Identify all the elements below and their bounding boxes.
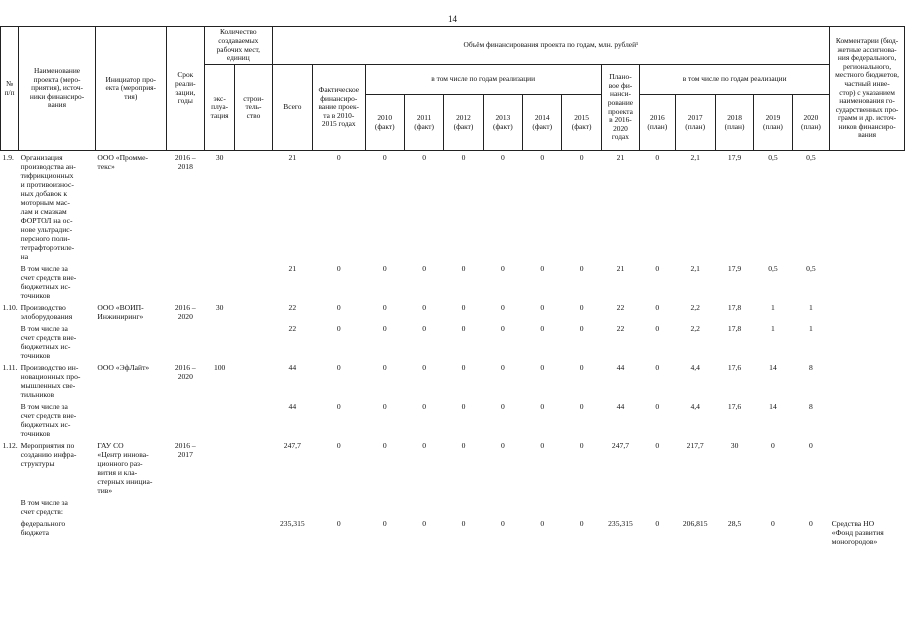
row-p2020: 8 <box>808 402 813 411</box>
row-jobs-build <box>235 322 272 361</box>
row-a2010: 0 <box>382 441 387 450</box>
row-a2014: 0 <box>540 402 545 411</box>
row-initiator <box>95 262 166 301</box>
row-jobs-build <box>235 439 272 496</box>
row-p2016: 0 <box>655 519 660 528</box>
row-total: 235,315 <box>279 519 305 528</box>
row-comment: Средства НО «Фонд развития моногородов» <box>831 519 884 546</box>
row-name: В том числе за счет средств: <box>20 498 68 516</box>
table-row <box>1 496 905 517</box>
row-a2015: 0 <box>579 519 584 528</box>
row-actual: 0 <box>336 153 341 162</box>
header-actual-years: в том числе по годам реализации <box>365 65 601 95</box>
row-actual: 0 <box>336 363 341 372</box>
header-total: Всего <box>272 65 312 151</box>
row-p2018: 17,8 <box>727 324 742 333</box>
header-initiator: Инициатор про- екта (мероприя- тия) <box>95 27 166 151</box>
row-p2017: 2,2 <box>690 303 700 312</box>
row-a2010: 0 <box>382 363 387 372</box>
row-term: 2016 – 2017 <box>174 441 196 459</box>
row-comment <box>830 361 905 400</box>
table-row <box>1 262 905 301</box>
row-planned: 22 <box>616 303 625 312</box>
row-term: 2016 – 2020 <box>174 363 196 381</box>
row-a2012: 0 <box>461 324 466 333</box>
row-number: 1.12. <box>2 441 18 450</box>
row-term <box>166 517 204 547</box>
row-a2010: 0 <box>382 324 387 333</box>
row-a2011: 0 <box>422 519 426 528</box>
row-p2020: 0,5 <box>806 264 816 273</box>
row-a2014 <box>523 496 562 517</box>
row-jobs-exploit <box>204 517 234 547</box>
header-actual: Фактическое финансиро- вание проек- та в 2010- 2015 годах <box>313 65 366 151</box>
row-a2012: 0 <box>461 153 466 162</box>
row-term <box>166 262 204 301</box>
row-initiator <box>95 400 166 439</box>
row-a2015: 0 <box>579 402 584 411</box>
row-jobs-build <box>235 400 272 439</box>
row-term <box>166 496 204 517</box>
row-planned: 44 <box>616 363 625 372</box>
row-name: федерального бюджета <box>20 519 66 537</box>
row-a2010: 0 <box>382 303 387 312</box>
row-planned: 235,315 <box>608 519 633 528</box>
row-number <box>1 496 19 517</box>
table-row <box>1 151 905 263</box>
row-total: 247,7 <box>283 441 301 450</box>
row-total: 22 <box>288 324 297 333</box>
row-name: Производство элоборудования <box>20 303 73 321</box>
row-a2015: 0 <box>579 303 584 312</box>
row-total <box>272 496 312 517</box>
header-year-2012: 2012 (факт) <box>444 95 483 151</box>
header-planned: Плано- вое фи- нанси- рование проекта в 2016- 2020 годах <box>601 65 639 151</box>
row-comment <box>830 151 905 263</box>
row-total: 44 <box>288 402 297 411</box>
row-a2011: 0 <box>422 402 426 411</box>
row-number: 1.9. <box>2 153 14 162</box>
header-year-2010: 2010 (факт) <box>365 95 404 151</box>
row-comment <box>830 439 905 496</box>
row-p2019: 0 <box>771 441 775 450</box>
row-p2016: 0 <box>655 363 660 372</box>
row-a2011: 0 <box>422 303 426 312</box>
row-a2013: 0 <box>500 324 505 333</box>
header-num: № п/п <box>1 27 19 151</box>
row-a2010: 0 <box>382 402 387 411</box>
row-number: 1.11. <box>2 363 18 372</box>
row-p2017: 206,815 <box>682 519 708 528</box>
row-p2020: 0 <box>808 441 813 450</box>
row-name: В том числе за счет средств вне- бюджетных ис- точников <box>20 402 77 438</box>
header-year-2014: 2014 (факт) <box>523 95 562 151</box>
row-p2016 <box>640 496 675 517</box>
row-p2017 <box>675 496 715 517</box>
row-p2016: 0 <box>655 324 660 333</box>
row-number <box>1 322 19 361</box>
table-row <box>1 439 905 496</box>
row-initiator <box>95 517 166 547</box>
table-row <box>1 301 905 322</box>
row-p2017: 4,4 <box>690 363 700 372</box>
row-a2014: 0 <box>540 153 545 162</box>
row-p2020: 0 <box>808 519 813 528</box>
header-year-2019: 2019 (план) <box>754 95 792 151</box>
row-total: 22 <box>288 303 297 312</box>
row-actual: 0 <box>336 441 341 450</box>
row-a2012: 0 <box>461 441 466 450</box>
table-row <box>1 400 905 439</box>
row-p2018: 17,6 <box>727 363 742 372</box>
header-year-2013: 2013 (факт) <box>483 95 522 151</box>
row-p2018: 30 <box>730 441 739 450</box>
row-a2014: 0 <box>540 303 545 312</box>
row-term: 2016 – 2018 <box>174 153 196 171</box>
header-jobs-exploit: экс- плуа- тация <box>204 65 234 151</box>
row-jobs-build <box>235 496 272 517</box>
header-year-2015: 2015 (факт) <box>562 95 601 151</box>
header-year-2017: 2017 (план) <box>675 95 715 151</box>
row-p2017: 4,4 <box>690 402 700 411</box>
row-planned: 21 <box>616 264 625 273</box>
row-p2016: 0 <box>655 441 660 450</box>
row-initiator: ООО «ВОИП- Инжиниринг» <box>97 303 144 321</box>
row-term: 2016 – 2020 <box>174 303 196 321</box>
row-a2010: 0 <box>382 264 387 273</box>
row-p2016: 0 <box>655 303 660 312</box>
row-comment <box>830 322 905 361</box>
header-comment: Комментарии (бюд- жетные ассигнова- ния федерального, регионального, местного бюджетов, частный инве- стор) с указанием наименования го- сударственных про- грамм и др. источ- ников финансиро- вания <box>830 27 905 151</box>
row-jobs-exploit: 30 <box>215 303 224 312</box>
row-initiator <box>95 496 166 517</box>
row-total: 44 <box>288 363 297 372</box>
row-jobs-build <box>235 262 272 301</box>
row-p2018: 17,9 <box>727 153 742 162</box>
row-a2011: 0 <box>422 324 426 333</box>
row-name: В том числе за счет средств вне- бюджетных ис- точников <box>20 264 77 300</box>
row-a2015: 0 <box>579 363 584 372</box>
row-a2015: 0 <box>579 153 584 162</box>
row-actual <box>313 496 366 517</box>
row-p2017: 2,1 <box>690 264 700 273</box>
row-jobs-exploit: 100 <box>213 363 226 372</box>
row-p2020 <box>792 496 830 517</box>
row-name: Организация производства ан- тифрикционных и противоизнос- ных добавок к моторным мас- лам и смазкам ФОРТОЛ на ос- нове ультрадис- персного поли- тетрафторэтиле- на <box>20 153 76 261</box>
row-initiator: ГАУ СО «Центр иннова- ционного раз- вития и кла- стерных инициа- тив» <box>97 441 153 495</box>
page-number: 14 <box>448 14 457 24</box>
row-total: 21 <box>288 153 297 162</box>
table-header <box>1 27 905 151</box>
row-a2014: 0 <box>540 519 545 528</box>
row-comment <box>830 301 905 322</box>
row-a2015 <box>562 496 601 517</box>
row-jobs-exploit <box>204 496 234 517</box>
row-a2011: 0 <box>422 441 426 450</box>
header-planned-years: в том числе по годам реализации <box>640 65 830 95</box>
table-row <box>1 517 905 547</box>
row-p2020: 1 <box>808 324 813 333</box>
row-jobs-exploit: 30 <box>215 153 224 162</box>
row-a2012: 0 <box>461 519 466 528</box>
row-jobs-exploit <box>204 439 234 496</box>
row-p2019: 1 <box>771 303 775 312</box>
row-number <box>1 517 19 547</box>
row-jobs-build <box>235 361 272 400</box>
row-jobs-exploit <box>204 262 234 301</box>
row-p2017: 2,1 <box>690 153 700 162</box>
row-jobs-exploit <box>204 400 234 439</box>
row-jobs-exploit <box>204 322 234 361</box>
row-actual: 0 <box>336 264 341 273</box>
row-a2013: 0 <box>500 363 505 372</box>
row-actual: 0 <box>336 402 341 411</box>
row-total: 21 <box>288 264 297 273</box>
row-a2014: 0 <box>540 441 545 450</box>
row-p2018: 17,6 <box>727 402 742 411</box>
row-p2016: 0 <box>655 264 660 273</box>
row-jobs-build <box>235 517 272 547</box>
row-a2014: 0 <box>540 324 545 333</box>
row-p2019: 0 <box>771 519 775 528</box>
row-a2011 <box>404 496 443 517</box>
row-planned <box>601 496 639 517</box>
row-term <box>166 400 204 439</box>
row-p2017: 217,7 <box>686 441 704 450</box>
row-a2013: 0 <box>500 264 505 273</box>
header-year-2016: 2016 (план) <box>640 95 675 151</box>
row-a2013 <box>483 496 522 517</box>
header-name: Наименование проекта (меро- приятия), источ- ники финансиро- вания <box>19 27 96 151</box>
row-number <box>1 400 19 439</box>
row-a2012: 0 <box>461 264 466 273</box>
row-a2010: 0 <box>382 153 387 162</box>
row-a2011: 0 <box>422 153 426 162</box>
row-a2013: 0 <box>500 441 505 450</box>
row-a2014: 0 <box>540 363 545 372</box>
row-actual: 0 <box>336 519 341 528</box>
row-number: 1.10. <box>2 303 18 312</box>
row-actual: 0 <box>336 303 341 312</box>
row-name: В том числе за счет средств вне- бюджетных ис- точников <box>20 324 77 360</box>
header-jobs-group: Количество создаваемых рабочих мест, единиц <box>204 27 272 65</box>
row-a2012: 0 <box>461 303 466 312</box>
row-p2019: 0,5 <box>768 153 778 162</box>
row-p2018: 17,9 <box>727 264 742 273</box>
row-a2015: 0 <box>579 441 584 450</box>
row-a2014: 0 <box>540 264 545 273</box>
row-a2010 <box>365 496 404 517</box>
row-a2011: 0 <box>422 264 426 273</box>
header-year-2020: 2020 (план) <box>792 95 830 151</box>
row-p2020: 8 <box>808 363 813 372</box>
row-name: Мероприятия по созданию инфра- структуры <box>20 441 77 468</box>
header-finance-group: Объём финансирования проекта по годам, млн. рублей¹ <box>272 27 830 65</box>
row-a2013: 0 <box>500 519 505 528</box>
row-p2016: 0 <box>655 153 660 162</box>
row-comment <box>830 400 905 439</box>
row-planned: 22 <box>616 324 625 333</box>
row-a2015: 0 <box>579 264 584 273</box>
row-planned: 44 <box>616 402 625 411</box>
row-a2015: 0 <box>579 324 584 333</box>
row-p2017: 2,2 <box>690 324 700 333</box>
row-p2020: 1 <box>808 303 813 312</box>
row-comment <box>830 496 905 517</box>
row-initiator: ООО «Промме- текс» <box>97 153 149 171</box>
row-term <box>166 322 204 361</box>
row-number <box>1 262 19 301</box>
row-a2012 <box>444 496 483 517</box>
row-a2011: 0 <box>422 363 426 372</box>
row-a2010: 0 <box>382 519 387 528</box>
table-body <box>1 151 905 548</box>
row-a2012: 0 <box>461 402 466 411</box>
row-a2013: 0 <box>500 402 505 411</box>
row-actual: 0 <box>336 324 341 333</box>
row-p2018 <box>715 496 753 517</box>
financing-table <box>0 26 905 547</box>
header-year-2018: 2018 (план) <box>715 95 753 151</box>
row-p2020: 0,5 <box>806 153 816 162</box>
row-p2019: 14 <box>769 402 777 411</box>
row-initiator: ООО «ЭфЛайт» <box>97 363 150 372</box>
row-comment <box>830 262 905 301</box>
row-initiator <box>95 322 166 361</box>
row-jobs-build <box>235 151 272 263</box>
row-name: Производство ин- новационных про- мышленных све- тильников <box>20 363 81 399</box>
row-p2018: 17,8 <box>727 303 742 312</box>
row-p2019: 1 <box>771 324 775 333</box>
row-p2018: 28,5 <box>727 519 742 528</box>
table-row <box>1 322 905 361</box>
row-p2019 <box>754 496 792 517</box>
row-jobs-build <box>235 301 272 322</box>
header-jobs-build: строи- тель- ство <box>235 65 272 151</box>
header-term: Срок реали- зации, годы <box>166 27 204 151</box>
row-planned: 247,7 <box>611 441 630 450</box>
row-p2016: 0 <box>655 402 660 411</box>
table-row <box>1 361 905 400</box>
row-a2013: 0 <box>500 303 505 312</box>
header-year-2011: 2011 (факт) <box>404 95 443 151</box>
row-p2019: 14 <box>769 363 777 372</box>
row-a2013: 0 <box>500 153 505 162</box>
row-a2012: 0 <box>461 363 466 372</box>
row-planned: 21 <box>616 153 625 162</box>
row-p2019: 0,5 <box>768 264 778 273</box>
